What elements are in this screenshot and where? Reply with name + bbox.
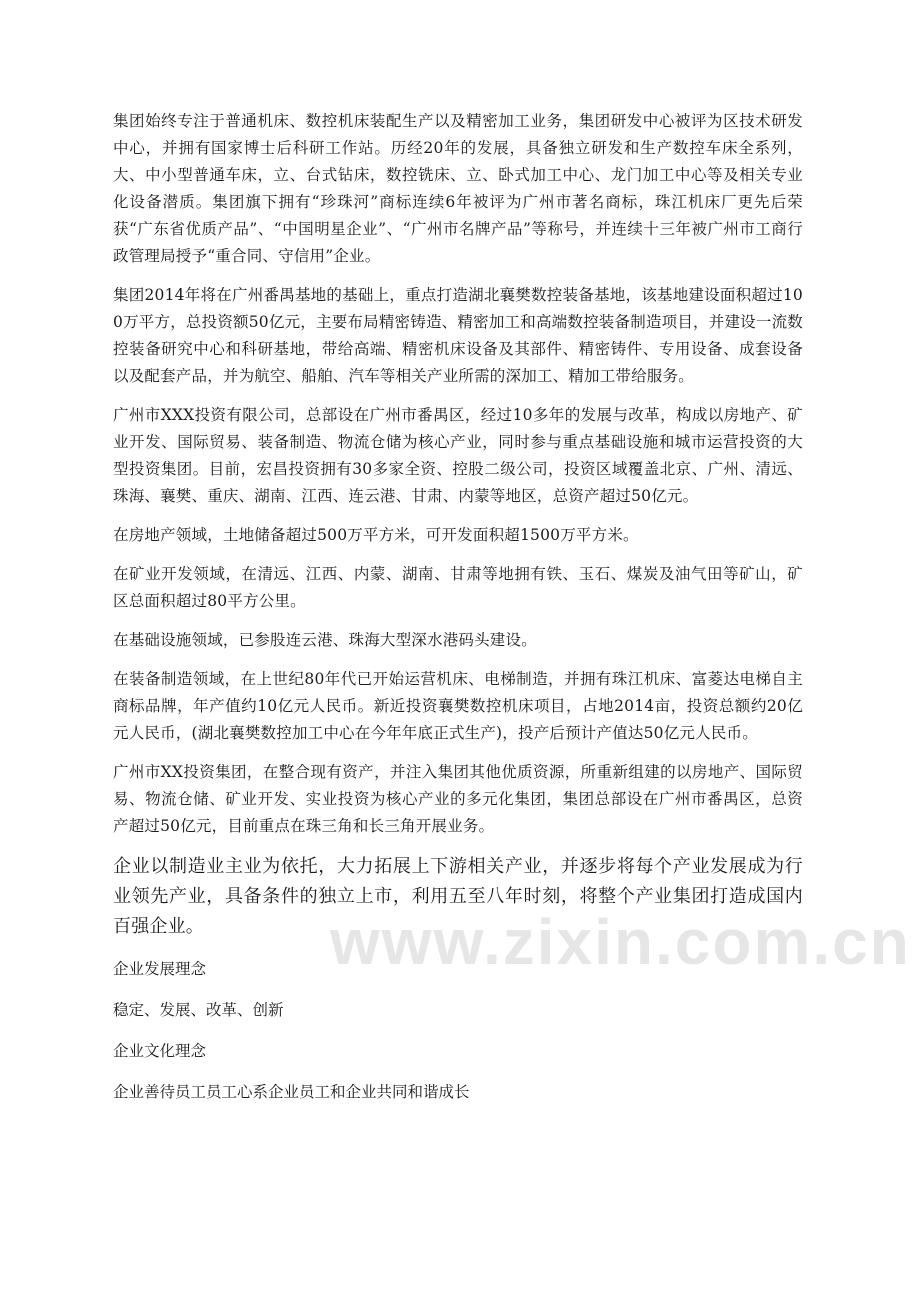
paragraph-strategy: 企业以制造业主业为依托，大力拓展上下游相关产业，并逐步将每个产业发展成为行业领先产业，具备条件的独立上市，利用五至八年时刻，将整个产业集团打造成国内百强企业。 (113, 856, 803, 937)
paragraph-group-intro: 集团始终专注于普通机床、数控机床装配生产以及精密加工业务，集团研发中心被评为区技术研发中心，并拥有国家博士后科研工作站。历经20年的发展，具备独立研发和生产数控车床全系列，大、中小型普通车床，立、台式钻床，数控铣床、立、卧式加工中心、龙门加工中心等及相关专业化设备潜质。集团旗下拥有“珍珠河”商标连续6年被评为广州市著名商标，珠江机床厂更先后荣获“广东省优质产品”、“中国明星企业”、“广州市名牌产品”等称号，并连续十三年被广州市工商行政管理局授予“重合同、守信用”企业。 (113, 112, 803, 265)
heading-culture-philosophy: 企业文化理念 (113, 1042, 207, 1060)
culture-philosophy-text: 企业善待员工员工心系企业员工和企业共同和谐成长 (113, 1083, 470, 1101)
heading-development-philosophy: 企业发展理念 (113, 960, 207, 978)
paragraph-company-profile: 广州市XXX投资有限公司，总部设在广州市番禺区，经过10多年的发展与改革，构成以房地产、矿业开发、国际贸易、装备制造、物流仓储为核心产业，同时参与重点基础设施和城市运营投资的大型投资集团。目前，宏昌投资拥有30多家全资、控股二级公司，投资区域覆盖北京、广州、清远、珠海、襄樊、重庆、湖南、江西、连云港、甘肃、内蒙等地区，总资产超过50亿元。 (113, 406, 803, 505)
paragraph-2014-plan: 集团2014年将在广州番禺基地的基础上，重点打造湖北襄樊数控装备基地，该基地建设面积超过100万平方，总投资额50亿元，主要布局精密铸造、精密加工和高端数控装备制造项目，并建设一流数控装备研究中心和科研基地，带给高端、精密机床设备及其部件、精密铸件、专用设备、成套设备以及配套产品，并为航空、船舶、汽车等相关产业所需的深加工、精加工带给服务。 (113, 286, 803, 385)
document-body (113, 108, 803, 1120)
paragraph-real-estate: 在房地产领域，土地储备超过500万平方米，可开发面积超1500万平方米。 (113, 526, 639, 544)
paragraph-equipment-manufacturing: 在装备制造领域，在上世纪80年代已开始运营机床、电梯制造，并拥有珠江机床、富菱达电梯自主商标品牌，年产值约10亿元人民币。新近投资襄樊数控机床项目，占地2014亩，投资总额约20亿元人民币，(湖北襄樊数控加工中心在今年年底正式生产)，投产后预计产值达50亿元人民币。 (113, 670, 803, 742)
development-philosophy-text: 稳定、发展、改革、创新 (113, 1001, 284, 1019)
paragraph-investment-group: 广州市XX投资集团，在整合现有资产，并注入集团其他优质资源，所重新组建的以房地产、国际贸易、物流仓储、矿业开发、实业投资为核心产业的多元化集团，集团总部设在广州市番禺区，总资产超过50亿元，目前重点在珠三角和长三角开展业务。 (113, 763, 803, 835)
watermark: www.zixin.com.cn (330, 906, 911, 978)
paragraph-mining: 在矿业开发领域，在清远、江西、内蒙、湖南、甘肃等地拥有铁、玉石、煤炭及油气田等矿山，矿区总面积超过80平方公里。 (113, 565, 803, 610)
paragraph-infrastructure: 在基础设施领域，已参股连云港、珠海大型深水港码头建设。 (113, 631, 537, 649)
